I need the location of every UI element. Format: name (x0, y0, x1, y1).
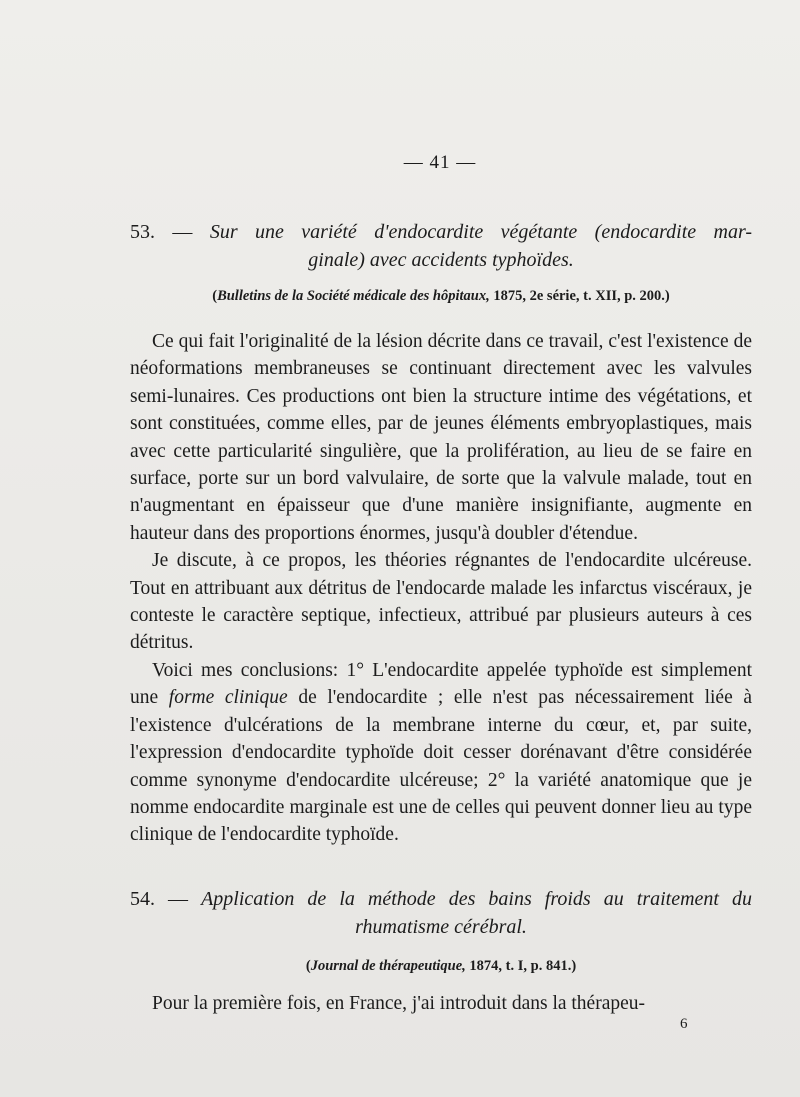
entry-54-number: 54. — (130, 888, 189, 910)
entry-54-body (130, 990, 752, 1017)
entry-54-source-details: 1874, t. I, p. 841.) (465, 958, 577, 974)
entry-53-conclusion-start: Voici mes conclusions: 1° L'endocardite appelée typhoïde est simplement une (130, 659, 752, 709)
entry-53-source-open: ( (212, 288, 218, 304)
entry-53-conclusion-emphasis: forme clinique (168, 687, 288, 709)
entry-53-body (130, 328, 752, 849)
entry-53-paragraph-2: Je discute, à ce propos, les théories régnantes de l'endocardite ulcéreuse. Tout en attribuant aux détritus de l'endocarde malade les infarctus viscéraux, je conteste le caractère septique, infectieux, attribué par plusieurs auteurs à ces détritus. (130, 550, 752, 654)
entry-54-source-journal: Journal de thérapeutique, (310, 958, 466, 974)
entry-53-paragraph-1: Ce qui fait l'originalité de la lésion décrite dans ce travail, c'est l'existence de néoformations membraneuses se continuant directement avec les valvules semi-lunaires. Ces productions ont bien la structure intime des végétations, et sont constituées, comme elles, par de jeunes éléments embryoplastiques, mais avec cette particularité singulière, que la prolifération, au lieu de se faire en surface, porte sur un bord valvulaire, de sorte que la valvule malade, tout en n'augmentant en épaisseur que d'une manière insignifiante, augmente en hauteur dans des proportions énormes, jusqu'à doubler d'étendue. (130, 331, 752, 544)
entry-53-source-details: 1875, 2e série, t. XII, p. 200.) (489, 288, 670, 304)
entry-53-source (130, 288, 752, 305)
entry-54-source (130, 958, 752, 975)
entry-53-title-text2: ginale) avec accidents typhoïdes. (308, 249, 574, 271)
entry-53-paragraph-3 (130, 657, 752, 849)
entry-54-title-line1 (130, 885, 752, 913)
signature-mark: 6 (680, 1016, 688, 1032)
entry-54-title-text1: Application de la méthode des bains froids au traitement du (201, 888, 752, 910)
entry-53-title-line1 (130, 218, 752, 246)
entry-53-number: 53. — (130, 221, 193, 243)
entry-53-source-journal: Bulletins de la Société médicale des hôpitaux, (217, 288, 490, 304)
entry-53-title-text1: Sur une variété d'endocardite végétante (endocardite mar- (209, 221, 753, 243)
entry-53-title (130, 218, 752, 274)
entry-54-title-text2: rhumatisme cérébral. (355, 916, 527, 938)
entry-54-source-open: ( (305, 958, 311, 974)
entry-53-conclusion-end: de l'endocardite ; elle n'est pas nécessairement liée à l'existence d'ulcérations de la membrane interne du cœur, et, par suite, l'expression d'endocardite typhoïde doit cesser dorénavant d'être considérée comme synonyme d'endocardite ulcéreuse; 2° la variété anatomique que je nomme endocardite marginale est une de celles qui peuvent donner lieu au type clinique de l'endocardite typhoïde. (130, 687, 753, 846)
entry-54-paragraph-1: Pour la première fois, en France, j'ai introduit dans la thérapeu- (152, 993, 646, 1014)
entry-54-title (130, 885, 752, 941)
page-number: — 41 — (403, 152, 477, 173)
